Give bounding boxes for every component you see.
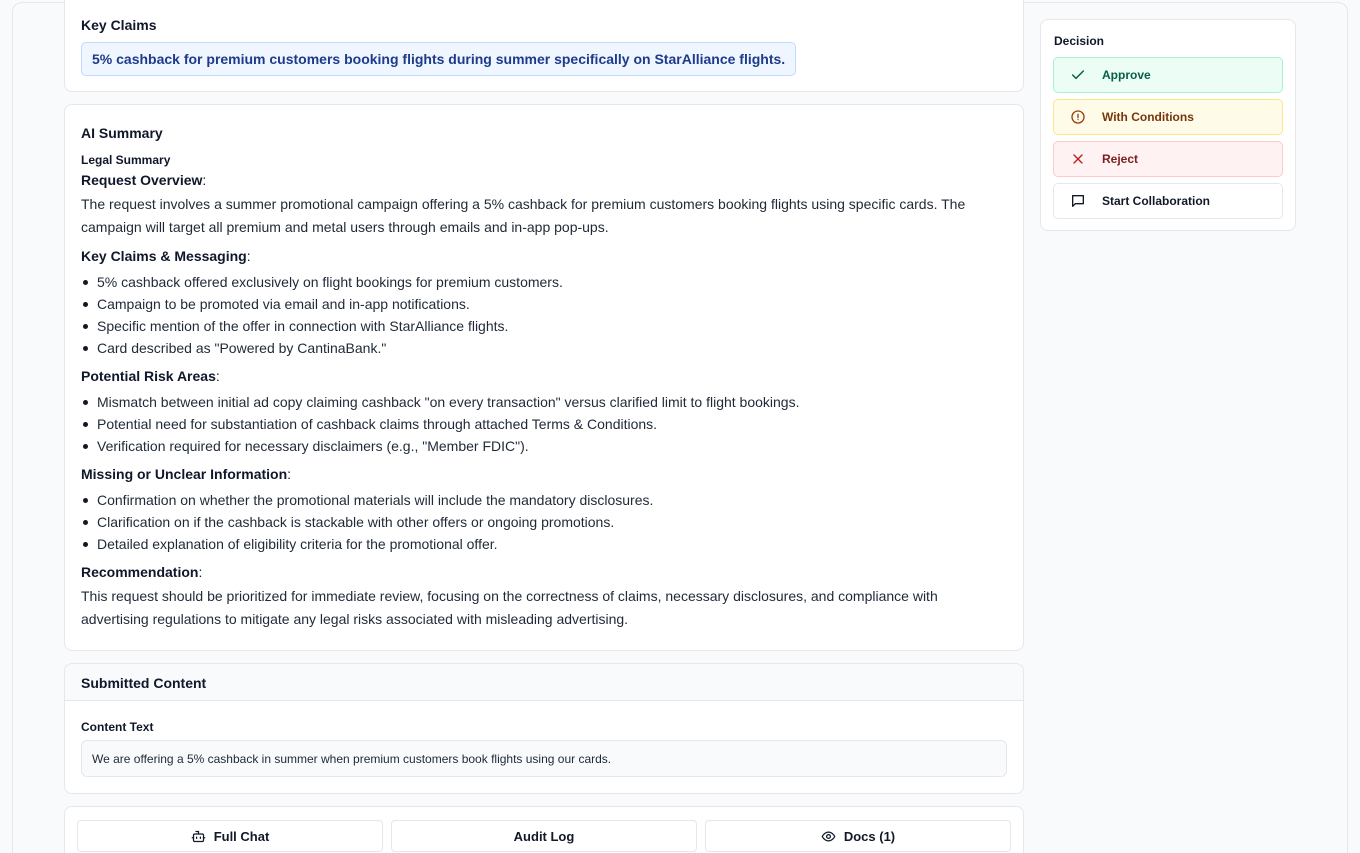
audit-log-button[interactable]	[391, 820, 697, 852]
eye-icon	[821, 829, 836, 844]
recommendation-text: This request should be prioritized for immediate review, focusing on the correctness of claims, necessary disclosures, and compliance with advertising regulations to mitigate any legal risks associated with misleading advertising.	[81, 588, 938, 627]
request-overview-text: The request involves a summer promotional campaign offering a 5% cashback for premium customers booking flights using specific cards. The campaign will target all premium and metal users through emails and in-app pop-ups.	[81, 196, 966, 235]
key-claims-messaging-heading: Key Claims & Messaging:	[81, 248, 251, 264]
legal-summary-subtitle: Legal Summary	[81, 153, 171, 167]
recommendation-heading: Recommendation:	[81, 564, 203, 580]
audit-log-label: Audit Log	[513, 828, 575, 844]
docs-label: Docs (1)	[843, 828, 896, 844]
potential-risk-areas-list	[81, 391, 1007, 457]
content-text-box: We are offering a 5% cashback in summer when premium customers book flights using our cards.	[81, 740, 1007, 777]
list-item: 5% cashback offered exclusively on flight bookings for premium customers.	[81, 271, 1007, 293]
potential-risk-areas-heading: Potential Risk Areas:	[81, 368, 220, 384]
list-item: Specific mention of the offer in connection with StarAlliance flights.	[81, 315, 1007, 337]
bottom-action-bar	[64, 806, 1024, 853]
list-item: Potential need for substantiation of cashback claims through attached Terms & Conditions.	[81, 413, 1007, 435]
with-conditions-label: With Conditions	[1102, 110, 1194, 124]
ai-summary-body	[81, 125, 1007, 631]
key-claims-card	[64, 0, 1024, 92]
start-collaboration-label: Start Collaboration	[1102, 194, 1211, 208]
approve-button[interactable]	[1053, 57, 1283, 93]
ai-summary-title: AI Summary	[81, 125, 163, 141]
list-item: Clarification on if the cashback is stackable with other offers or ongoing promotions.	[81, 511, 1007, 533]
decision-panel	[1040, 19, 1296, 231]
list-item: Card described as "Powered by CantinaBank."	[81, 337, 1007, 359]
list-item: Mismatch between initial ad copy claiming cashback "on every transaction" versus clarified limit to flight bookings.	[81, 391, 1007, 413]
reject-label: Reject	[1102, 152, 1139, 166]
key-claims-messaging-list	[81, 271, 1007, 359]
list-item: Confirmation on whether the promotional materials will include the mandatory disclosures.	[81, 489, 1007, 511]
with-conditions-button[interactable]	[1053, 99, 1283, 135]
full-chat-button[interactable]	[77, 820, 383, 852]
list-item: Campaign to be promoted via email and in-app notifications.	[81, 293, 1007, 315]
info-circle-icon	[1070, 109, 1086, 125]
list-item: Detailed explanation of eligibility criteria for the promotional offer.	[81, 533, 1007, 555]
docs-button[interactable]	[705, 820, 1011, 852]
content-text-label: Content Text	[81, 720, 154, 734]
missing-info-heading: Missing or Unclear Information:	[81, 466, 292, 482]
missing-info-list	[81, 489, 1007, 555]
check-icon	[1070, 67, 1086, 83]
close-icon	[1070, 151, 1086, 167]
full-chat-label: Full Chat	[213, 828, 270, 844]
reject-button[interactable]	[1053, 141, 1283, 177]
claim-pill: 5% cashback for premium customers booking flights during summer specifically on StarAlliance flights.	[81, 42, 796, 76]
start-collaboration-button[interactable]	[1053, 183, 1283, 219]
submitted-content-card	[64, 663, 1024, 794]
submitted-content-header	[65, 664, 1023, 701]
approve-label: Approve	[1102, 68, 1151, 82]
list-item: Verification required for necessary disclaimers (e.g., "Member FDIC").	[81, 435, 1007, 457]
bot-icon	[191, 829, 206, 844]
request-overview-heading: Request Overview:	[81, 172, 207, 188]
message-square-icon	[1070, 193, 1086, 209]
submitted-content-title: Submitted Content	[81, 675, 207, 691]
decision-title: Decision	[1054, 34, 1105, 48]
ai-summary-card	[64, 104, 1024, 651]
key-claims-title: Key Claims	[81, 17, 157, 33]
